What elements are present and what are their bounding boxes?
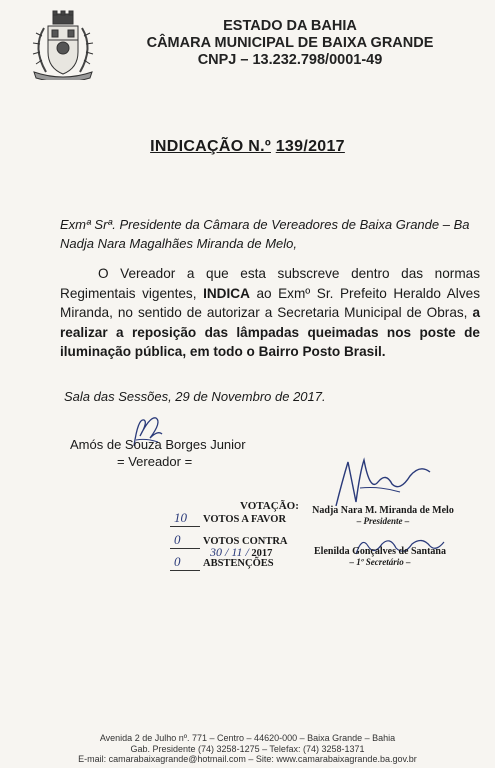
abstentions-label: ABSTENÇÕES <box>203 558 274 569</box>
secretary-name: Elenilda Gonçalves de Santana <box>314 546 446 557</box>
footer-address: Avenida 2 de Julho nº. 771 – Centro – 44620-000 – Baixa Grande – Bahia <box>99 733 396 743</box>
president-name: Nadja Nara M. Miranda de Melo <box>312 505 454 516</box>
document-title <box>0 138 495 156</box>
author-name: Amós de Souza Borges Junior <box>70 437 246 452</box>
author-role: = Vereador = <box>117 454 193 469</box>
letterhead-chamber: CÂMARA MUNICIPAL DE BAIXA GRANDE <box>146 35 434 51</box>
voting-date-year: 2017 <box>251 548 273 559</box>
body-part-3: a realizar a reposição das lâmpadas queimadas nos poste de iluminação pública, em todo o Bairro Posto Brasil. <box>60 305 480 359</box>
addressee-line-2: Nadja Nara Magalhães Miranda de Melo, <box>60 236 298 251</box>
body-part-2: ao Exmº Sr. Prefeito Heraldo Alves Miranda, no sentido de autorizar a Secretaria Municipal de Obras, <box>60 285 480 320</box>
footer-phones: Gab. Presidente (74) 3258-1275 – Telefax: (74) 3258-1371 <box>130 743 365 754</box>
footer <box>0 733 495 765</box>
president-block <box>308 505 458 526</box>
title-prefix: INDICAÇÃO N.º <box>150 138 271 155</box>
coat-of-arms-logo <box>24 10 102 80</box>
body-paragraph <box>60 264 480 362</box>
voting-date-handwritten: 30 / 11 / <box>210 545 249 559</box>
letterhead-cnpj: CNPJ – 13.232.798/0001-49 <box>197 52 383 68</box>
votes-favor-label: VOTOS A FAVOR <box>203 514 287 525</box>
votes-favor-row <box>170 510 320 531</box>
footer-contact: E-mail: camarabaixagrande@hotmail.com – Site: www.camarabaixagrande.ba.gov.br <box>78 754 417 764</box>
votes-contra-label: VOTOS CONTRA <box>203 536 288 547</box>
title-number: 139/2017 <box>275 138 345 155</box>
votes-favor-count: 10 <box>174 510 187 525</box>
voting-title: VOTAÇÃO: <box>240 500 299 512</box>
body-part-1: O Vereador a que esta subscreve dentro das normas Regimentais vigentes, <box>60 266 480 301</box>
abstentions-count: 0 <box>174 554 181 569</box>
letterhead-state: ESTADO DA BAHIA <box>223 18 357 34</box>
secretary-role: – 1º Secretário – <box>349 557 411 567</box>
addressee <box>60 215 480 253</box>
addressee-line-1: Exmª Srª. Presidente da Câmara de Vereadores de Baixa Grande – Ba <box>60 217 470 232</box>
abstentions-row <box>170 554 320 575</box>
session-date: Sala das Sessões, 29 de Novembro de 2017. <box>64 389 326 404</box>
votes-contra-count: 0 <box>174 532 181 547</box>
body-indica: INDICA <box>203 285 250 301</box>
president-signature <box>330 452 440 512</box>
letterhead <box>120 18 460 69</box>
president-role: – Presidente – <box>356 516 410 526</box>
secretary-block <box>300 546 460 567</box>
